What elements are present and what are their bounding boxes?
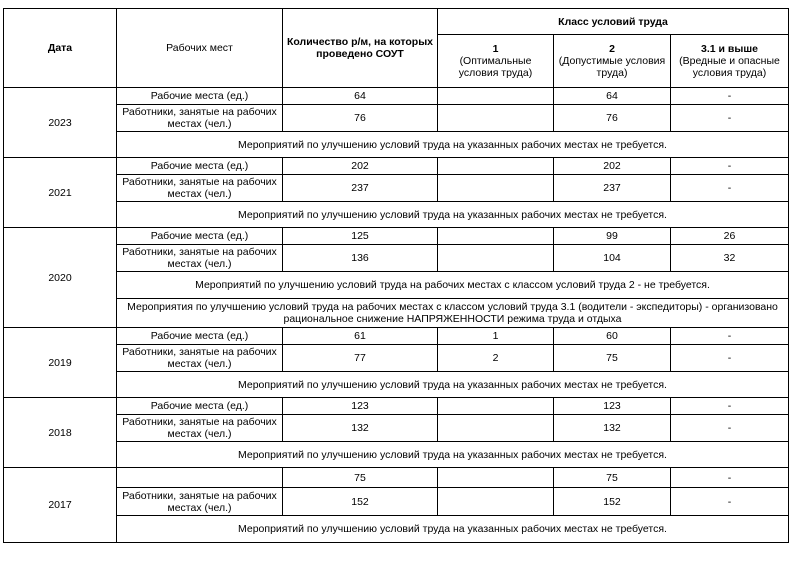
header-date: Дата xyxy=(4,9,117,88)
table-row xyxy=(4,468,789,488)
row-label: Работники, занятые на рабочих местах (чел.) xyxy=(117,415,283,442)
count-cell: 202 xyxy=(283,158,438,175)
class-2-cell: 132 xyxy=(554,415,671,442)
note-cell: Мероприятий по улучшению условий труда на указанных рабочих местах не требуется. xyxy=(117,202,789,228)
year-cell: 2018 xyxy=(4,398,117,468)
class-3-cell: - xyxy=(671,345,789,372)
sout-table xyxy=(3,8,789,543)
table-row xyxy=(4,158,789,175)
table-row xyxy=(4,345,789,372)
class-3-cell: - xyxy=(671,328,789,345)
class-3-cell: - xyxy=(671,398,789,415)
class-1-cell xyxy=(438,488,554,516)
header-class-1-number: 1 xyxy=(492,43,499,55)
class-1-cell xyxy=(438,105,554,132)
table-row xyxy=(4,328,789,345)
year-cell: 2020 xyxy=(4,228,117,328)
row-label: Рабочие места (ед.) xyxy=(117,398,283,415)
count-cell: 125 xyxy=(283,228,438,245)
class-1-cell xyxy=(438,88,554,105)
row-label: Рабочие места (ед.) xyxy=(117,228,283,245)
table-row xyxy=(4,398,789,415)
note-row xyxy=(4,372,789,398)
row-label: Работники, занятые на рабочих местах (чел.) xyxy=(117,175,283,202)
row-label: Работники, занятые на рабочих местах (чел.) xyxy=(117,105,283,132)
class-1-cell xyxy=(438,245,554,272)
class-2-cell: 75 xyxy=(554,345,671,372)
note-row xyxy=(4,272,789,299)
count-cell: 61 xyxy=(283,328,438,345)
row-label: Рабочие места (ед.) xyxy=(117,158,283,175)
count-cell: 76 xyxy=(283,105,438,132)
header-workplaces: Рабочих мест xyxy=(117,9,283,88)
header-class-2 xyxy=(554,35,671,88)
count-cell: 123 xyxy=(283,398,438,415)
row-label: Рабочие места (ед.) xyxy=(117,88,283,105)
class-3-cell: 32 xyxy=(671,245,789,272)
row-label xyxy=(117,468,283,488)
count-cell: 152 xyxy=(283,488,438,516)
note-cell: Мероприятий по улучшению условий труда на указанных рабочих местах не требуется. xyxy=(117,372,789,398)
class-2-cell: 99 xyxy=(554,228,671,245)
table-row xyxy=(4,175,789,202)
header-class-1 xyxy=(438,35,554,88)
class-1-cell: 2 xyxy=(438,345,554,372)
table-row xyxy=(4,105,789,132)
class-3-cell: - xyxy=(671,488,789,516)
row-label: Работники, занятые на рабочих местах (чел.) xyxy=(117,345,283,372)
year-cell: 2023 xyxy=(4,88,117,158)
note-row xyxy=(4,516,789,543)
class-2-cell: 202 xyxy=(554,158,671,175)
row-label: Работники, занятые на рабочих местах (чел.) xyxy=(117,488,283,516)
header-class-1-desc: (Оптимальные условия труда) xyxy=(458,55,533,79)
header-class-3-number: 3.1 и выше xyxy=(701,43,758,55)
class-1-cell xyxy=(438,228,554,245)
class-2-cell: 60 xyxy=(554,328,671,345)
class-1-cell xyxy=(438,175,554,202)
class-1-cell xyxy=(438,415,554,442)
count-cell: 136 xyxy=(283,245,438,272)
note-row xyxy=(4,299,789,328)
class-2-cell: 123 xyxy=(554,398,671,415)
class-3-cell: - xyxy=(671,88,789,105)
class-2-cell: 76 xyxy=(554,105,671,132)
class-1-cell: 1 xyxy=(438,328,554,345)
class-3-cell: - xyxy=(671,468,789,488)
class-2-cell: 104 xyxy=(554,245,671,272)
table-row xyxy=(4,88,789,105)
class-2-cell: 75 xyxy=(554,468,671,488)
class-1-cell xyxy=(438,158,554,175)
note-cell-secondary: Мероприятия по улучшению условий труда на рабочих местах с классом условий труда 3.1 (водители - экспедиторы) - организовано рациональное снижение НАПРЯЖЕННОСТИ режима труда и отдыха xyxy=(117,299,789,328)
table-row xyxy=(4,228,789,245)
row-label: Работники, занятые на рабочих местах (чел.) xyxy=(117,245,283,272)
class-1-cell xyxy=(438,398,554,415)
count-cell: 237 xyxy=(283,175,438,202)
table-row xyxy=(4,415,789,442)
class-3-cell: - xyxy=(671,158,789,175)
header-class-title: Класс условий труда xyxy=(438,9,789,35)
note-cell: Мероприятий по улучшению условий труда на указанных рабочих местах не требуется. xyxy=(117,442,789,468)
count-cell: 64 xyxy=(283,88,438,105)
year-cell: 2017 xyxy=(4,468,117,543)
count-cell: 132 xyxy=(283,415,438,442)
class-3-cell: 26 xyxy=(671,228,789,245)
header-class-3 xyxy=(671,35,789,88)
count-cell: 77 xyxy=(283,345,438,372)
note-row xyxy=(4,442,789,468)
class-2-cell: 152 xyxy=(554,488,671,516)
year-cell: 2019 xyxy=(4,328,117,398)
class-3-cell: - xyxy=(671,415,789,442)
class-3-cell: - xyxy=(671,175,789,202)
year-cell: 2021 xyxy=(4,158,117,228)
note-cell: Мероприятий по улучшению условий труда на указанных рабочих местах не требуется. xyxy=(117,516,789,543)
table-row xyxy=(4,488,789,516)
class-2-cell: 64 xyxy=(554,88,671,105)
header-class-2-number: 2 xyxy=(609,43,615,55)
class-2-cell: 237 xyxy=(554,175,671,202)
count-cell: 75 xyxy=(283,468,438,488)
header-class-3-desc: (Вредные и опасные условия труда) xyxy=(679,55,780,79)
table-row xyxy=(4,245,789,272)
note-cell: Мероприятий по улучшению условий труда на рабочих местах с классом условий труда 2 - не требуется. xyxy=(117,272,789,299)
note-cell: Мероприятий по улучшению условий труда на указанных рабочих местах не требуется. xyxy=(117,132,789,158)
header-count: Количество р/м, на которых проведено СОУТ xyxy=(283,9,438,88)
class-1-cell xyxy=(438,468,554,488)
class-3-cell: - xyxy=(671,105,789,132)
note-row xyxy=(4,202,789,228)
row-label: Рабочие места (ед.) xyxy=(117,328,283,345)
header-class-2-desc: (Допустимые условия труда) xyxy=(558,55,666,79)
note-row xyxy=(4,132,789,158)
